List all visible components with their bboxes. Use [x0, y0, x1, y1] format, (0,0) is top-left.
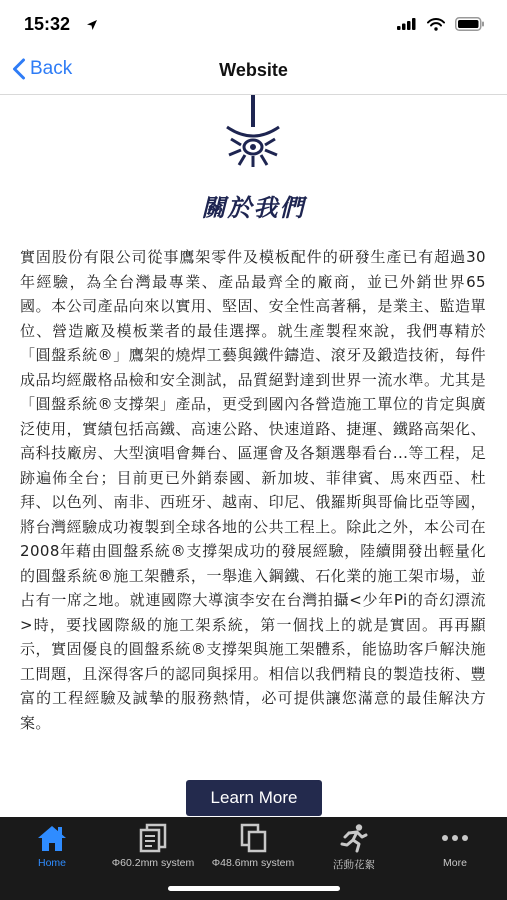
more-dots-icon	[440, 823, 470, 853]
tab-48-6mm-system[interactable]	[203, 823, 303, 883]
company-logo	[221, 125, 285, 169]
status-time: 15:32	[24, 14, 71, 34]
signal-icon	[397, 18, 417, 30]
status-bar	[0, 0, 507, 50]
home-indicator[interactable]	[168, 886, 340, 891]
tab-label-activities: 活動花絮	[333, 859, 375, 871]
wifi-icon	[427, 18, 445, 31]
logo-hanging-line	[251, 95, 255, 127]
page-title: Website	[219, 60, 288, 80]
web-content[interactable]	[0, 95, 507, 817]
navigation-bar	[0, 50, 507, 95]
learn-more-button[interactable]: Learn More	[186, 780, 322, 816]
copy-icon	[238, 823, 268, 853]
tab-60-2mm-system[interactable]	[103, 823, 203, 883]
tab-more[interactable]	[405, 823, 505, 883]
location-arrow-icon	[86, 19, 98, 31]
battery-icon	[455, 17, 485, 31]
back-label: Back	[30, 58, 73, 79]
tab-label-more: More	[443, 857, 467, 869]
document-icon	[138, 823, 168, 853]
about-us-paragraph: 實固股份有限公司從事鷹架零件及模板配件的研發生產已有超過30年經驗，為全台灣最專業、產品最齊全的廠商，並已外銷世界65國。本公司產品向來以實用、堅固、安全性高著稱，是業主、監造單位、營造廠及模板業者的最佳選擇。就生產製程來說，我們專精於「圓盤系統®」鷹架的燒焊工藝與鐵件鑄造、滾牙及鍛造技術，每件成品均經嚴格品檢和安全測試，品質絕對達到世界一流水準。尤其是「圓盤系統®支撐架」產品，更受到國內各營造施工單位的肯定與廣泛使用，實績包括高鐵、高速公路、快速道路、捷運、鐵路高架化、高科技廠房、大型演唱會舞台、區運會及各類選舉看台...等工程，足跡遍佈全台；目前更已外銷泰國、新加坡、菲律賓、馬來西亞、杜拜、以色列、南非、西班牙、越南、印尼、俄羅斯與哥倫比亞等國，將台灣經驗成功複製到全球各地的公共工程上。除此之外，本公司在2008年藉由圓盤系統®支撐架成功的發展經驗，陸續開發出輕量化的圓盤系統®施工架體系，一舉進入鋼鐵、石化業的施工架市場，並占有一席之地。就連國際大導演李安在台灣拍攝<少年Pi的奇幻漂流>時，要找國際級的施工架系統，第一個找上的就是實固。再再顯示，實固優良的圓盤系統®支撐架與施工架體系，能協助客戶解決施工問題，且深得客戶的認同與採用。相信以我們精良的製造技術、豐富的工程經驗及誠摯的服務熱情，必可提供讓您滿意的最佳解決方案。	[20, 248, 486, 732]
tab-label-48-6mm: Φ48.6mm system	[211, 857, 295, 869]
tab-label-home: Home	[37, 857, 66, 869]
about-us-heading: 關於我們	[201, 193, 306, 222]
tab-home[interactable]	[2, 823, 102, 883]
home-icon	[36, 823, 68, 853]
tab-activities[interactable]	[304, 823, 404, 883]
status-icons	[397, 17, 485, 31]
tab-label-60-2mm: Φ60.2mm system	[111, 857, 195, 869]
running-person-icon	[339, 823, 369, 853]
